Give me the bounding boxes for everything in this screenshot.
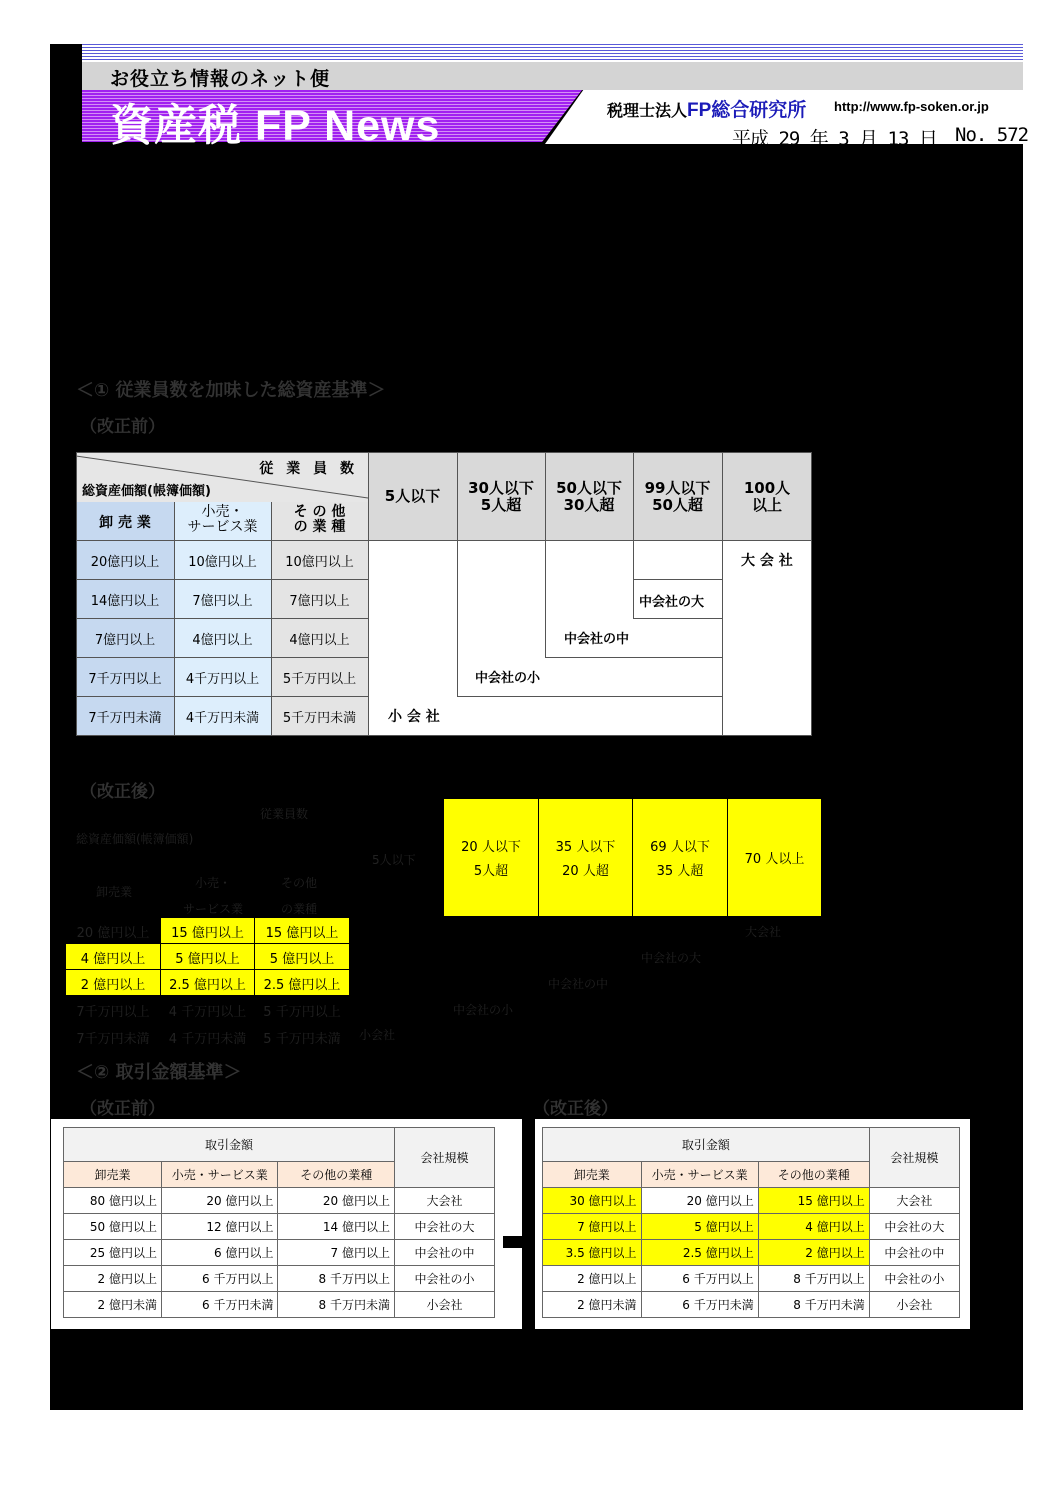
table-cell: 6 千万円未満	[161, 1292, 278, 1318]
after-row4-wholesale: 7千万円以上	[76, 1005, 150, 1020]
row4-wholesale: 7千万円以上	[76, 657, 174, 696]
row2-wholesale: 14億円以上	[76, 579, 174, 618]
after-row2-retail: 5 億円以上	[161, 944, 254, 969]
table-cell: 大会社	[869, 1188, 959, 1214]
trade-after-size-header: 会社規模	[869, 1128, 959, 1188]
table-cell: 2.5 億円以上	[641, 1240, 758, 1266]
size-small: 小 会 社	[388, 709, 440, 725]
table-cell: 中会社の大	[869, 1214, 959, 1240]
row1-retail: 10億円以上	[174, 540, 271, 579]
after-row1-other: 15 億円以上	[255, 918, 349, 943]
row3-other: 4億円以上	[271, 618, 368, 657]
after-employee-col-1: 5人以下	[372, 853, 416, 867]
trade-table-before	[63, 1127, 495, 1318]
row3-wholesale: 7億円以上	[76, 618, 174, 657]
section2-heading: ＜② 取引金額基準＞	[76, 1062, 242, 1083]
after-row3-wholesale: 2 億円以上	[66, 970, 160, 995]
table-cell: 20 億円以上	[278, 1188, 395, 1214]
employee-col-1: 5人以下	[368, 452, 457, 540]
table-row	[543, 1214, 960, 1240]
table-cell: 8 千万円以上	[758, 1266, 869, 1292]
table-cell: 小会社	[394, 1292, 494, 1318]
after-employee-col-3: 35 人以下 20 人超	[539, 799, 632, 916]
table-cell: 2 億円未満	[64, 1292, 162, 1318]
table-row	[543, 1292, 960, 1318]
table-cell: 大会社	[394, 1188, 494, 1214]
section1-after-label: （改正後）	[80, 782, 165, 802]
employee-col-3: 50人以下 30人超	[545, 452, 633, 540]
size-mid-large: 中会社の大	[639, 595, 705, 610]
after-size-mid-small: 中会社の小	[453, 1003, 514, 1017]
industry-header-retail: 小売・ サービス業	[174, 502, 271, 540]
row5-wholesale: 7千万円未満	[76, 696, 174, 736]
after-size-large: 大会社	[745, 925, 782, 939]
section1-before-label: （改正前）	[80, 417, 165, 437]
after-employee-col-4: 69 人以下 35 人超	[633, 799, 727, 916]
industry-header-other: そ の 他 の 業 種	[271, 502, 368, 540]
after-corner-assets: 総資産価額(帳簿価額)	[76, 832, 194, 846]
org-prefix: 税理士法人	[607, 101, 688, 120]
after-row1-wholesale: 20 億円以上	[76, 926, 150, 941]
trade-before-size-header: 会社規模	[394, 1128, 494, 1188]
after-row3-retail: 2.5 億円以上	[161, 970, 254, 995]
table-cell: 15 億円以上	[758, 1188, 869, 1214]
employee-col-4: 99人以下 50人超	[633, 452, 722, 540]
org-name	[607, 95, 806, 122]
table-cell: 2 億円以上	[758, 1240, 869, 1266]
row2-other: 7億円以上	[271, 579, 368, 618]
table-row	[64, 1214, 495, 1240]
after-row1-retail: 15 億円以上	[161, 918, 254, 943]
header-subtitle: お役立ち情報のネット便	[110, 68, 331, 90]
size-mid-small: 中会社の小	[475, 671, 541, 686]
after-row4-retail: 4 千万円以上	[168, 1005, 247, 1020]
table-cell: 50 億円以上	[64, 1214, 162, 1240]
after-row5-wholesale: 7千万円未満	[76, 1032, 150, 1047]
after-employee-col-5: 70 人以上	[728, 799, 821, 916]
after-size-mid-large: 中会社の大	[641, 951, 702, 965]
after-row5-retail: 4 千万円未満	[168, 1032, 247, 1047]
table-cell: 5 億円以上	[641, 1214, 758, 1240]
trade-table-after	[542, 1127, 960, 1318]
after-row3-other: 2.5 億円以上	[255, 970, 349, 995]
size-large: 大 会 社	[741, 553, 793, 569]
row4-other: 5千万円以上	[271, 657, 368, 696]
after-row4-other: 5 千万円以上	[263, 1005, 341, 1020]
row2-retail: 7億円以上	[174, 579, 271, 618]
table-cell: 3.5 億円以上	[543, 1240, 642, 1266]
table-row	[543, 1188, 960, 1214]
table-cell: 30 億円以上	[543, 1188, 642, 1214]
table-cell: 中会社の中	[394, 1240, 494, 1266]
after-employee-col-2: 20 人以下 5人超	[444, 799, 538, 916]
table-row	[543, 1240, 960, 1266]
table-row	[64, 1292, 495, 1318]
trade-after-col-wholesale: 卸売業	[543, 1162, 642, 1188]
table-cell: 80 億円以上	[64, 1188, 162, 1214]
trade-before-col-retail: 小売・サービス業	[161, 1162, 278, 1188]
after-industry-other: その他 の業種	[280, 876, 317, 916]
table-cell: 2 億円未満	[543, 1292, 642, 1318]
table-cell: 7 億円以上	[543, 1214, 642, 1240]
header-stripes	[82, 44, 1023, 62]
table-cell: 8 千万円未満	[278, 1292, 395, 1318]
table-cell: 中会社の小	[394, 1266, 494, 1292]
issue-date: 平成 29 年 3 月 13 日	[732, 128, 937, 150]
row1-wholesale: 20億円以上	[76, 540, 174, 579]
org-main: FP総合研究所	[687, 100, 807, 121]
table-row	[64, 1266, 495, 1292]
trade-after-col-retail: 小売・サービス業	[641, 1162, 758, 1188]
table-cell: 小会社	[869, 1292, 959, 1318]
trade-before-group-header: 取引金額	[64, 1128, 395, 1162]
row5-retail: 4千万円未満	[174, 696, 271, 736]
org-url-link[interactable]: http://www.fp-soken.or.jp	[834, 99, 989, 114]
section2-before-label: （改正前）	[80, 1099, 165, 1119]
table-cell: 4 億円以上	[758, 1214, 869, 1240]
asset-table-before	[76, 452, 812, 736]
after-row5-other: 5 千万円未満	[263, 1032, 341, 1047]
trade-before-col-wholesale: 卸売業	[64, 1162, 162, 1188]
table-row	[64, 1240, 495, 1266]
after-industry-retail: 小売・ サービス業	[182, 876, 243, 916]
after-corner-employees: 従業員数	[260, 807, 309, 821]
table-cell: 中会社の大	[394, 1214, 494, 1240]
table-cell: 8 千万円未満	[758, 1292, 869, 1318]
row4-retail: 4千万円以上	[174, 657, 271, 696]
industry-header-wholesale: 卸 売 業	[76, 502, 174, 540]
table-cell: 8 千万円以上	[278, 1266, 395, 1292]
table-cell: 6 千万円以上	[641, 1266, 758, 1292]
table-cell: 14 億円以上	[278, 1214, 395, 1240]
table-cell: 6 億円以上	[161, 1240, 278, 1266]
table-cell: 7 億円以上	[278, 1240, 395, 1266]
table-cell: 12 億円以上	[161, 1214, 278, 1240]
issue-number: No. 572	[955, 124, 1029, 146]
table-cell: 6 千万円未満	[641, 1292, 758, 1318]
table-cell: 25 億円以上	[64, 1240, 162, 1266]
table-row	[543, 1266, 960, 1292]
after-row2-wholesale: 4 億円以上	[66, 944, 160, 969]
employee-col-5: 100人 以上	[722, 452, 812, 540]
newsletter-title: 資産税 FP News	[110, 102, 441, 150]
table-cell: 中会社の小	[869, 1266, 959, 1292]
row3-retail: 4億円以上	[174, 618, 271, 657]
after-industry-wholesale: 卸売業	[96, 885, 133, 899]
corner-employees-label: 従 業 員 数	[259, 461, 358, 477]
table-cell: 20 億円以上	[641, 1188, 758, 1214]
trade-before-col-other: その他の業種	[278, 1162, 395, 1188]
table-cell: 中会社の中	[869, 1240, 959, 1266]
table-cell: 6 千万円以上	[161, 1266, 278, 1292]
trade-after-col-other: その他の業種	[758, 1162, 869, 1188]
table-cell: 20 億円以上	[161, 1188, 278, 1214]
table-cell: 2 億円以上	[543, 1266, 642, 1292]
trade-after-group-header: 取引金額	[543, 1128, 870, 1162]
table-cell: 2 億円以上	[64, 1266, 162, 1292]
section1-heading: ＜① 従業員数を加味した総資産基準＞	[76, 380, 386, 401]
after-row2-other: 5 億円以上	[255, 944, 349, 969]
row5-other: 5千万円未満	[271, 696, 368, 736]
after-size-small: 小会社	[359, 1028, 396, 1042]
arrow-mark	[503, 1236, 523, 1248]
section2-after-label: （改正後）	[533, 1099, 618, 1119]
size-mid-mid: 中会社の中	[564, 632, 630, 647]
row1-other: 10億円以上	[271, 540, 368, 579]
employee-col-2: 30人以下 5人超	[457, 452, 545, 540]
after-size-mid-mid: 中会社の中	[548, 977, 609, 991]
table-row	[64, 1188, 495, 1214]
corner-assets-label: 総資産価額(帳簿価額)	[82, 484, 211, 499]
